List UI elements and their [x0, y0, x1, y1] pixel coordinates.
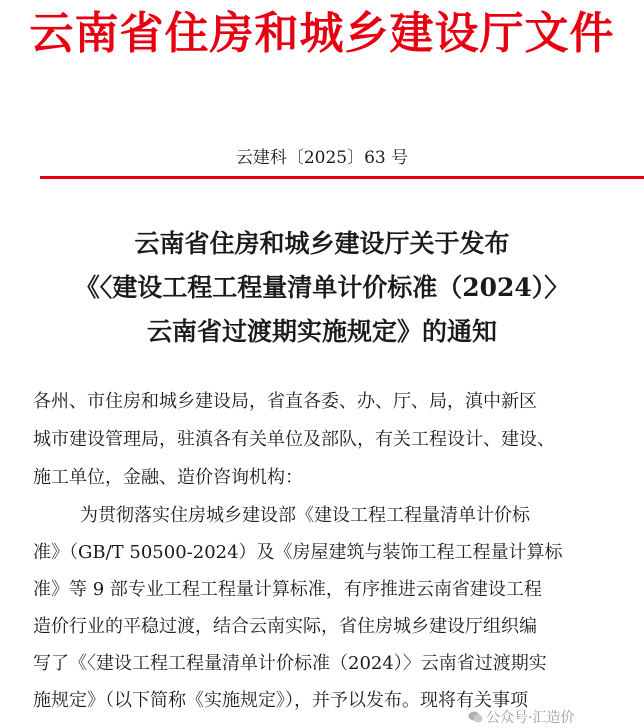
- red-divider-line: [40, 176, 644, 179]
- wechat-icon: [468, 711, 483, 723]
- body-line-1: 为贯彻落实住房城乡建设部《建设工程工程量清单计价标: [80, 505, 530, 526]
- addressee-block: [33, 383, 633, 497]
- notice-title-line-1: 云南省住房和城乡建设厅关于发布: [134, 229, 510, 258]
- body-line-5: 写了《〈建设工程工程量清单计价标准（2024）〉云南省过渡期实: [33, 653, 547, 674]
- body-line-2: 准》（GB/T 50500-2024）及《房屋建筑与装饰工程工程量计算标: [33, 542, 563, 563]
- watermark-text: 公众号·汇造价: [486, 710, 575, 726]
- notice-title: [0, 222, 644, 354]
- notice-title-line-2: 《〈建设工程工程量清单计价标准（2024）〉: [74, 273, 570, 302]
- body-line-3: 准》等 9 部专业工程工程量计算标准，有序推进云南省建设工程: [33, 579, 542, 600]
- addressee-line-3: 施工单位，金融、造价咨询机构：: [33, 467, 303, 488]
- agency-title: 云南省住房和城乡建设厅文件: [29, 8, 615, 59]
- body-line-4: 造价行业的平稳过渡，结合云南实际，省住房城乡建设厅组织编: [33, 616, 537, 637]
- notice-title-line-3: 云南省过渡期实施规定》的通知: [146, 317, 497, 346]
- body-paragraph: [33, 497, 643, 719]
- body-line-6: 施规定》（以下简称《实施规定》），并予以发布。现将有关事项: [33, 690, 528, 711]
- addressee-line-1: 各州、市住房和城乡建设局，省直各委、办、厅、局，滇中新区: [33, 391, 537, 412]
- document-number: 云建科〔2025〕63 号: [235, 148, 409, 168]
- wechat-watermark: [468, 710, 574, 726]
- addressee-line-2: 城市建设管理局，驻滇各有关单位及部队，有关工程设计、建设、: [33, 429, 555, 450]
